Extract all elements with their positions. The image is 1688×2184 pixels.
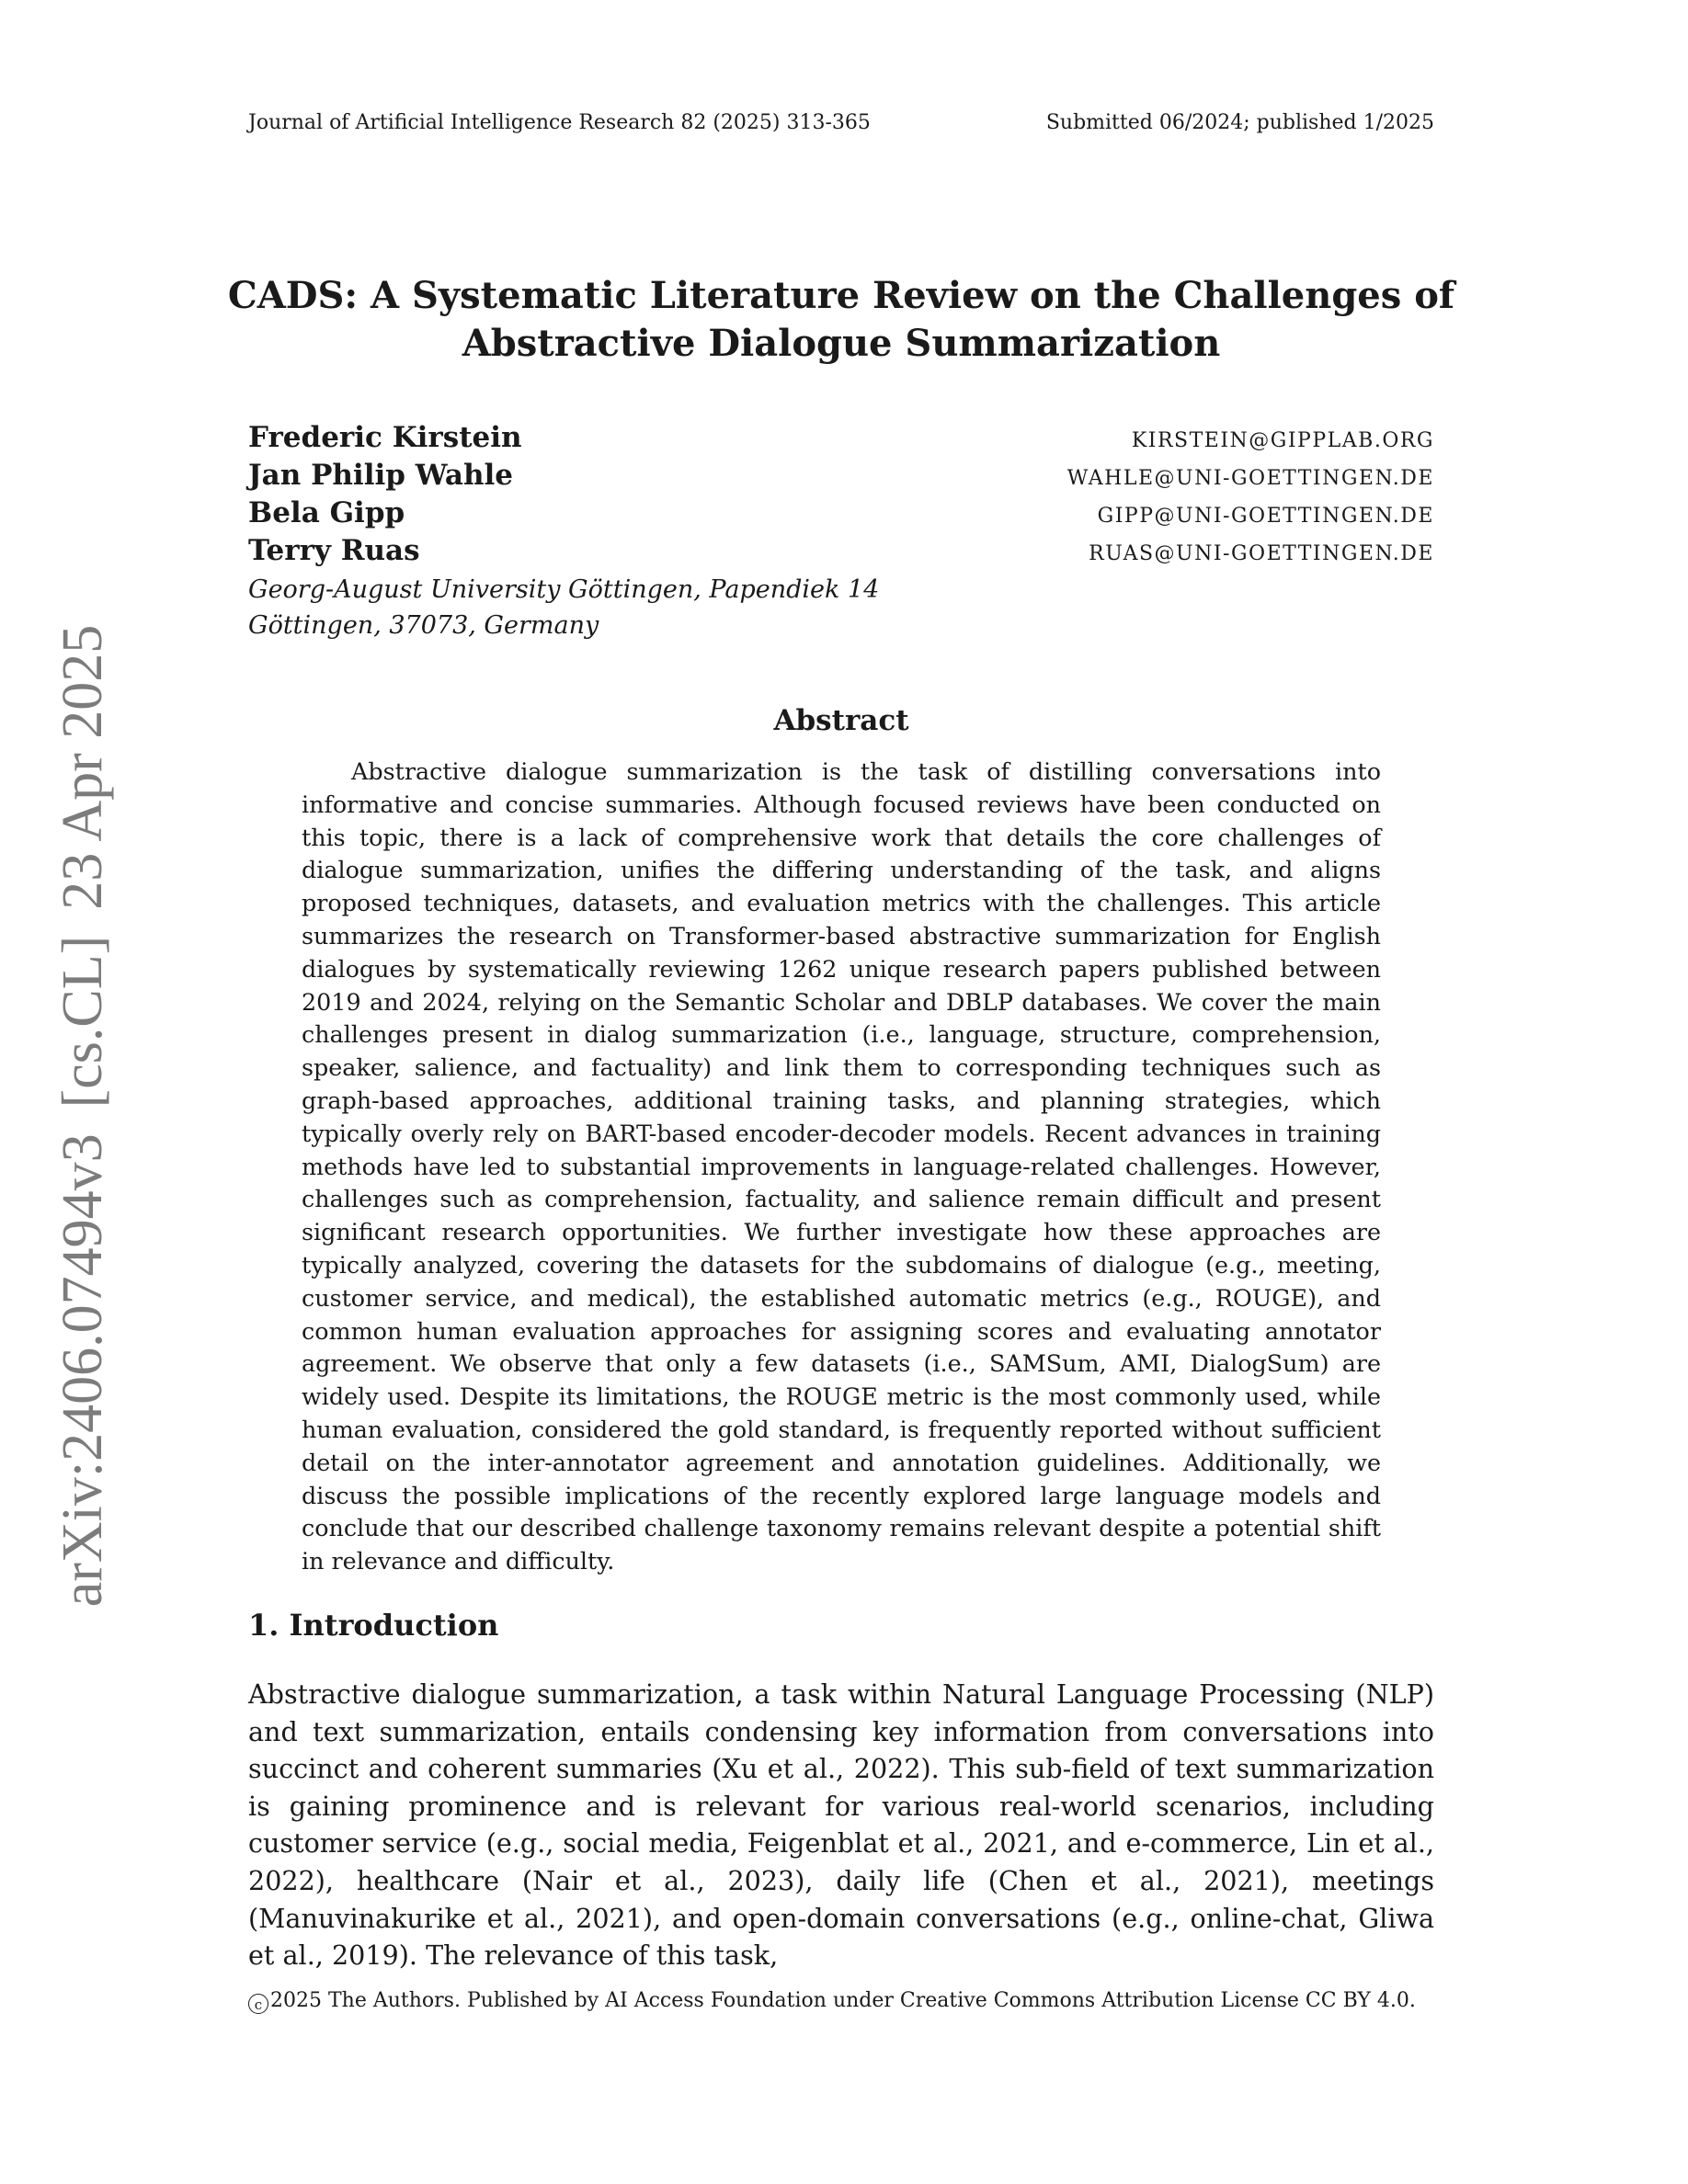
author-name: Jan Philip Wahle (248, 459, 513, 492)
title-line-2: Abstractive Dialogue Summarization (462, 322, 1221, 365)
arxiv-date: 23 Apr 2025 (51, 624, 114, 910)
paper-title (221, 272, 1462, 368)
abstract-heading: Abstract (773, 704, 909, 737)
author-row (248, 459, 1434, 496)
author-name: Bela Gipp (248, 496, 405, 529)
copyright-footer (248, 1988, 1434, 2014)
author-name: Frederic Kirstein (248, 421, 522, 454)
copyright-icon: c (248, 1994, 268, 2014)
title-line-1: CADS: A Systematic Literature Review on the Challenges of (227, 274, 1455, 317)
arxiv-id: arXiv:2406.07494v3 (51, 1133, 114, 1608)
author-row (248, 496, 1434, 534)
author-email: KIRSTEIN@GIPPLAB.ORG (1131, 429, 1434, 452)
copyright-text: 2025 The Authors. Published by AI Access Foundation under Creative Commons Attribution License CC BY 4.0. (270, 1989, 1416, 2012)
affiliation-line-2: Göttingen, 37073, Germany (248, 611, 599, 640)
running-header (248, 110, 1434, 136)
arxiv-stamp (50, 625, 116, 1608)
abstract-text: Abstractive dialogue summarization is the task of distilling conversations into informative and concise summaries. Although focused reviews have been conducted on this topic, there is a lack of comprehensive work that details the core challenges of dialogue summarization, unifies the differing understanding of the task, and aligns proposed techniques, datasets, and evaluation metrics with the challenges. This article summarizes the research on Transformer-based abstractive summarization for English dialogues by systematically reviewing 1262 unique research papers published between 2019 and 2024, relying on the Semantic Scholar and DBLP databases. We cover the main challenges present in dialog summarization (i.e., language, structure, comprehension, speaker, salience, and factuality) and link them to corresponding techniques such as graph-based approaches, additional training tasks, and planning strategies, which typically overly rely on BART-based encoder-decoder models. Recent advances in training methods have led to substantial improvements in language-related challenges. However, challenges such as comprehension, factuality, and salience remain difficult and present significant research opportunities. We further investigate how these approaches are typically analyzed, covering the datasets for the subdomains of dialogue (e.g., meeting, customer service, and medical), the established automatic metrics (e.g., ROUGE), and common human evaluation approaches for assigning scores and evaluating annotator agreement. We observe that only a few datasets (i.e., SAMSum, AMI, DialogSum) are widely used. Despite its limitations, the ROUGE metric is the most commonly used, while human evaluation, considered the gold standard, is frequently reported without sufficient detail on the inter-annotator agreement and annotation guidelines. Additionally, we discuss the possible implications of the recently explored large language models and conclude that our described challenge taxonomy remains relevant despite a potential shift in relevance and difficulty. (302, 757, 1381, 1575)
arxiv-category: [cs.CL] (51, 935, 114, 1109)
author-email: GIPP@UNI-GOETTINGEN.DE (1097, 505, 1434, 528)
author-row (248, 534, 1434, 572)
section-body-text: Abstractive dialogue summarization, a task within Natural Language Processing (NLP) and text summarization, entails condensing key information from conversations into succinct and coherent summaries (Xu et al., 2022). This sub-field of text summarization is gaining prominence and is relevant for various real-world scenarios, including customer service (e.g., social media, Feigenblat et al., 2021, and e-commerce, Lin et al., 2022), healthcare (Nair et al., 2023), daily life (Chen et al., 2021), meetings (Manuvinakurike et al., 2021), and open-domain conversations (e.g., online-chat, Gliwa et al., 2019). The relevance of this task, (248, 1678, 1434, 1972)
author-email: WAHLE@UNI-GOETTINGEN.DE (1066, 467, 1434, 490)
author-name: Terry Ruas (248, 534, 420, 567)
submission-dates: Submitted 06/2024; published 1/2025 (1045, 111, 1434, 134)
author-row (248, 421, 1434, 459)
author-email: RUAS@UNI-GOETTINGEN.DE (1089, 542, 1434, 565)
journal-citation: Journal of Artificial Intelligence Research 82 (2025) 313-365 (248, 111, 871, 134)
author-block (248, 421, 1434, 643)
affiliation-line-1: Georg-August University Göttingen, Papendiek 14 (248, 575, 880, 604)
section-heading: 1. Introduction (248, 1608, 499, 1643)
